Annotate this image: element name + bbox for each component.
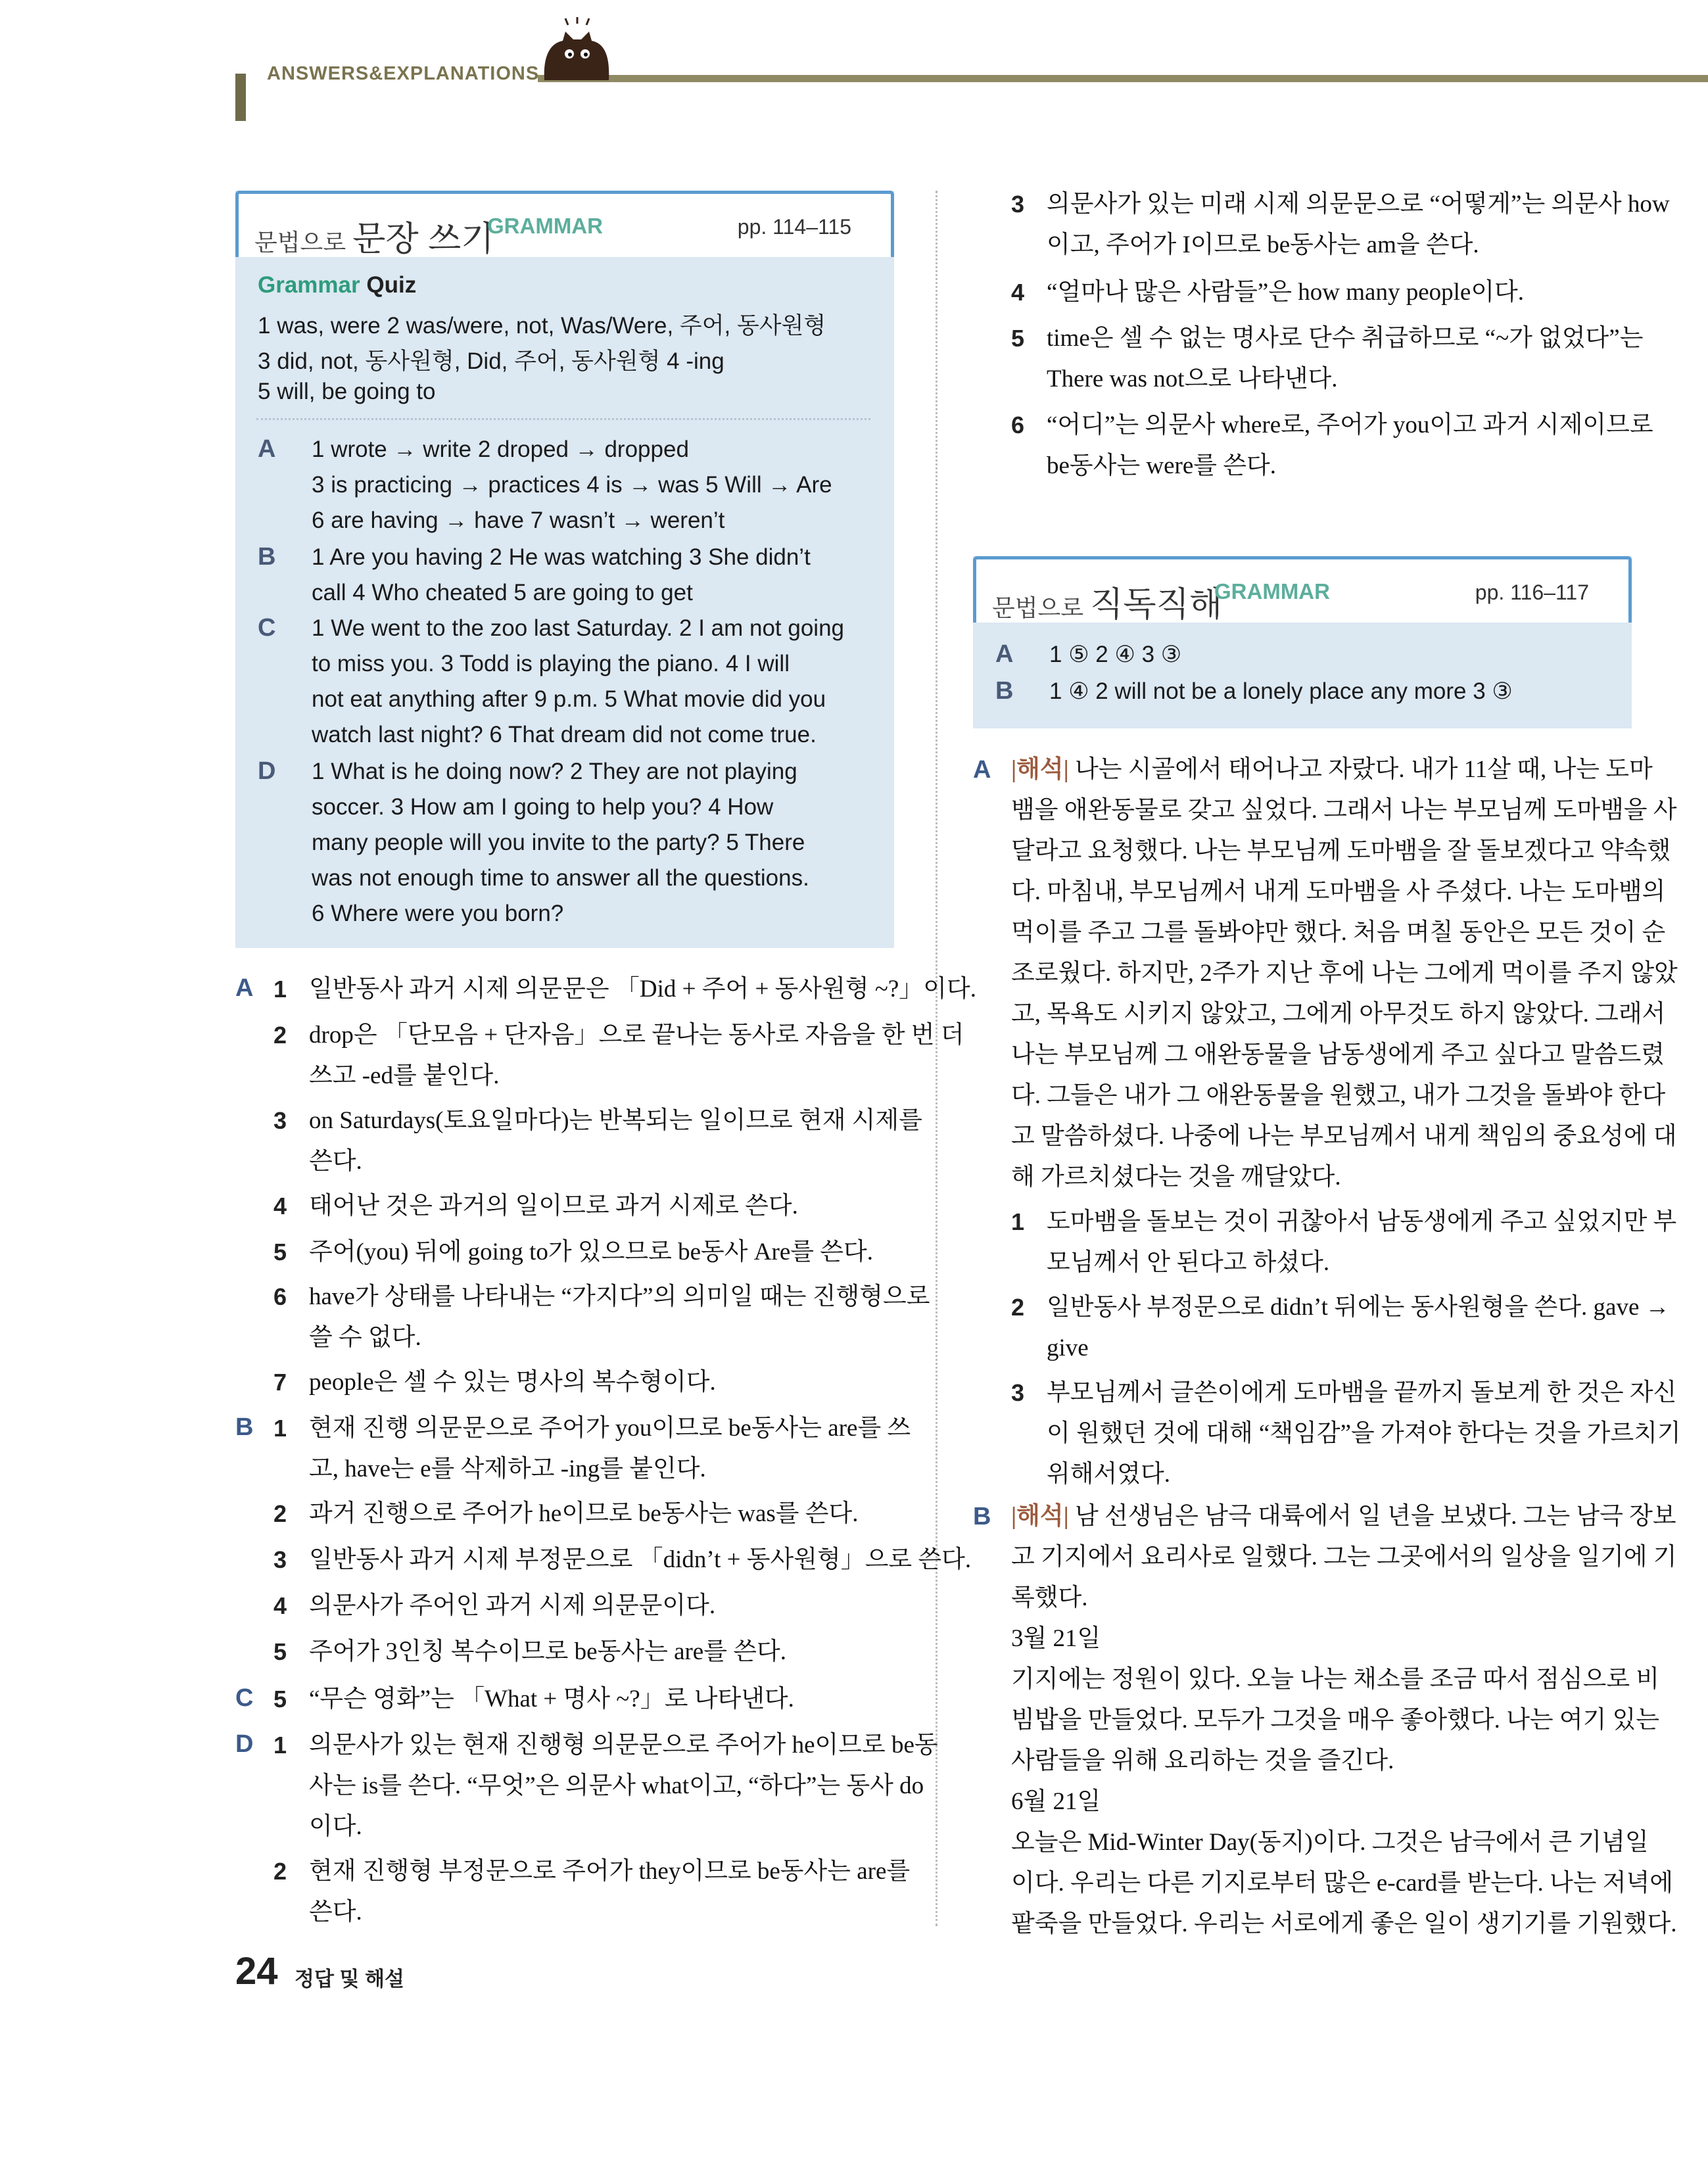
section-label-a: A [258,435,276,463]
reading-line: 조로웠다. 하지만, 2주가 지난 후에 나는 그에게 먹이를 주지 않았 [1011,960,1678,987]
column-divider [936,191,937,1926]
expl-line: 쓸 수 없다. [309,1324,421,1351]
quiz-line: 5 will, be going to [258,379,436,404]
expl-line: 일반동사 부정문으로 didn’t 뒤에는 동사원형을 쓴다. gave → [1047,1294,1670,1321]
expl-line: 일반동사 과거 시제 부정문으로 「didn’t + 동사원형」으로 쓴다. [309,1546,972,1573]
reading-line: 팥죽을 만들었다. 우리는 서로에게 좋은 일이 생기기를 기원했다. [1011,1910,1677,1937]
expl-line: 이고, 주어가 I이므로 be동사는 am을 쓴다. [1047,231,1479,258]
reading-box-header [973,556,1632,623]
expl-num: 7 [273,1369,287,1396]
expl-line: time은 셀 수 없는 명사로 단수 취급하므로 “~가 없었다”는 [1047,325,1644,352]
expl-line: 일반동사 과거 시제 의문문은 「Did + 주어 + 동사원형 ~?」이다. [309,976,977,1003]
reading-answer-line: 1 ⑤ 2 ④ 3 ③ [1049,642,1182,667]
expl-line: 현재 진행 의문문으로 주어가 you이므로 be동사는 are를 쓰 [309,1415,911,1442]
expl-num: 4 [273,1193,287,1219]
expl-label: B [235,1413,254,1441]
answer-line: to miss you. 3 Todd is playing the piano. 4 I will [312,651,790,676]
expl-num: 5 [273,1239,287,1265]
expl-num: 2 [273,1022,287,1049]
expl-num: 6 [1011,412,1025,438]
expl-num: 4 [1011,279,1025,306]
expl-num: 1 [273,1415,287,1442]
reading-answer-line: 1 ④ 2 will not be a lonely place any more 3 ③ [1049,678,1513,704]
answer-line: watch last night? 6 That dream did not come true. [312,722,817,747]
reading-line: 고 기지에서 요리사로 일했다. 그는 그곳에서의 일상을 일기에 기 [1011,1544,1677,1571]
answer-line: not eat anything after 9 p.m. 5 What movie did you [312,686,826,712]
grammar-box-title-small: 문법으로 [254,229,346,256]
expl-line: 도마뱀을 돌보는 것이 귀찮아서 남동생에게 주고 싶었지만 부 [1047,1208,1677,1235]
answer-line: call 4 Who cheated 5 are going to get [312,580,693,605]
reading-line: 나는 부모님께 그 애완동물을 남동생에게 주고 싶다고 말씀드렸 [1011,1041,1665,1068]
reading-line: 빔밥을 만들었다. 모두가 그것을 매우 좋아했다. 나는 여기 있는 [1011,1707,1660,1734]
reading-box-title-small: 문법으로 [992,594,1084,621]
expl-line: 주어가 3인칭 복수이므로 be동사는 are를 쓴다. [309,1638,786,1665]
expl-line: 현재 진행형 부정문으로 주어가 they이므로 be동사는 are를 [309,1858,911,1885]
expl-num: 1 [273,976,287,1003]
expl-line: “얼마나 많은 사람들”은 how many people이다. [1047,279,1525,306]
expl-line: “어디”는 의문사 where로, 주어가 you이고 과거 시제이므로 [1047,412,1653,438]
header-accent-bar [235,74,246,121]
reading-line: 다. 그들은 내가 그 애완동물을 원했고, 내가 그것을 돌봐야 한다 [1011,1082,1666,1109]
expl-line: 쓴다. [309,1148,362,1175]
expl-num: 3 [1011,191,1025,218]
expl-num: 3 [1011,1379,1025,1406]
expl-num: 1 [1011,1208,1025,1235]
expl-line: give [1047,1335,1089,1361]
expl-line: 위해서였다. [1047,1461,1170,1488]
reading-line: 고, 목욕도 시키지 않았고, 그에게 아무것도 하지 않았다. 그래서 [1011,1001,1666,1028]
answer-line: 6 are having → have 7 wasn’t → weren’t [312,508,725,533]
reading-line: 오늘은 Mid-Winter Day(동지)이다. 그것은 남극에서 큰 기념일 [1011,1829,1649,1856]
reading-a-first-line: |해석| 나는 시골에서 태어나고 자랐다. 내가 11살 때, 나는 도마 [1011,756,1653,783]
expl-num: 1 [273,1732,287,1759]
reading-box-pages: pp. 116–117 [1475,580,1589,604]
expl-line: drop은 「단모음 + 단자음」으로 끝나는 동사로 자음을 한 번 더 [309,1022,964,1049]
expl-num: 2 [273,1500,287,1527]
expl-label: D [235,1730,254,1758]
expl-line: There was not으로 나타낸다. [1047,366,1338,392]
expl-line: 쓰고 -ed를 붙인다. [309,1062,500,1089]
reading-b-label: B [973,1503,991,1530]
expl-line: 사는 is를 쓴다. “무엇”은 의문사 what이고, “하다”는 동사 do [309,1772,924,1799]
reading-line: 먹이를 주고 그를 돌봐야만 했다. 처음 며칠 동안은 모든 것이 순 [1011,919,1666,946]
answer-line: 1 wrote → write 2 droped → dropped [312,437,689,462]
reading-line: 뱀을 애완동물로 갖고 싶었다. 그래서 나는 부모님께 도마뱀을 사 [1011,797,1677,824]
diary-date: 3월 21일 [1011,1625,1101,1652]
answer-line: 6 Where were you born? [312,901,564,926]
grammar-box-header [235,191,894,257]
expl-num: 2 [1011,1294,1025,1321]
quiz-line: 1 was, were 2 was/were, not, Was/Were, 주어, 동사원형 [258,313,826,339]
header-rule [538,75,1708,82]
section-label-b: B [258,543,276,571]
reading-line: 다. 마침내, 부모님께서 내게 도마뱀을 사 주셨다. 나는 도마뱀의 [1011,878,1666,905]
answer-line: 1 What is he doing now? 2 They are not playing [312,759,797,784]
expl-num: 4 [273,1592,287,1619]
grammar-box-title-big: 문장 쓰기 [352,220,494,258]
page-label: 정답 및 해설 [295,1968,404,1991]
expl-label: A [235,974,254,1002]
expl-line: have가 상태를 나타내는 “가지다”의 의미일 때는 진행형으로 [309,1283,930,1310]
expl-line: 부모님께서 글쓴이에게 도마뱀을 끝까지 돌보게 한 것은 자신 [1047,1379,1677,1406]
expl-num: 2 [273,1858,287,1885]
answer-line: many people will you invite to the party? 5 There [312,830,805,855]
expl-line: 주어(you) 뒤에 going to가 있으므로 be동사 Are를 쓴다. [309,1239,873,1265]
expl-num: 5 [273,1686,287,1713]
reading-box-title-big: 직독직해 [1090,586,1223,624]
expl-num: 6 [273,1283,287,1310]
quiz-separator [256,418,870,420]
reading-b-first-line: |해석| 남 선생님은 남극 대륙에서 일 년을 보냈다. 그는 남극 장보 [1011,1503,1676,1530]
reading-a-label: A [973,756,991,784]
quiz-title: Grammar Quiz [258,272,417,298]
cat-mascot-icon [536,17,615,80]
expl-line: 의문사가 주어인 과거 시제 의문문이다. [309,1592,716,1619]
expl-line: 모님께서 안 된다고 하셨다. [1047,1249,1330,1276]
expl-num: 3 [273,1107,287,1134]
reading-line: 록했다. [1011,1584,1088,1611]
answer-line: soccer. 3 How am I going to help you? 4 How [312,794,774,820]
expl-line: people은 셀 수 있는 명사의 복수형이다. [309,1369,716,1396]
reading-line: 해 가르치셨다는 것을 깨달았다. [1011,1164,1341,1191]
expl-num: 5 [1011,325,1025,352]
answer-line: 3 is practicing → practices 4 is → was 5 Will → Are [312,472,832,498]
reading-line: 사람들을 위해 요리하는 것을 즐긴다. [1011,1747,1394,1774]
expl-line: 이 원했던 것에 대해 “책임감”을 가져야 한다는 것을 가르치기 [1047,1420,1681,1447]
expl-num: 5 [273,1638,287,1665]
reading-line: 이다. 우리는 다른 기지로부터 많은 e-card를 받는다. 나는 저녁에 [1011,1870,1673,1897]
expl-line: 쓴다. [309,1899,362,1926]
answer-line: was not enough time to answer all the questions. [312,865,809,891]
expl-line: 태어난 것은 과거의 일이므로 과거 시제로 쓴다. [309,1193,798,1219]
quiz-line: 3 did, not, 동사원형, Did, 주어, 동사원형 4 -ing [258,348,724,374]
expl-label: C [235,1684,254,1712]
grammar-box-pages: pp. 114–115 [737,215,851,239]
header-title: ANSWERS&EXPLANATIONS [267,63,540,84]
section-label-c: C [258,614,276,642]
answer-line: 1 Are you having 2 He was watching 3 She didn’t [312,544,811,570]
expl-line: 고, have는 e를 삭제하고 -ing를 붙인다. [309,1455,706,1482]
expl-line: on Saturdays(토요일마다)는 반복되는 일이므로 현재 시제를 [309,1107,922,1134]
reading-line: 기지에는 정원이 있다. 오늘 나는 채소를 조금 따서 점심으로 비 [1011,1666,1660,1693]
reading-box-tag: GRAMMAR [1214,579,1330,603]
section-label-d: D [258,757,276,785]
diary-date: 6월 21일 [1011,1788,1101,1815]
expl-line: 과거 진행으로 주어가 he이므로 be동사는 was를 쓴다. [309,1500,859,1527]
reading-line: 고 말씀하셨다. 나중에 나는 부모님께서 내게 책임의 중요성에 대 [1011,1123,1677,1150]
answer-line: 1 We went to the zoo last Saturday. 2 I am not going [312,615,845,641]
expl-line: 의문사가 있는 미래 시제 의문문으로 “어떻게”는 의문사 how [1047,191,1670,218]
reading-line: 달라고 요청했다. 나는 부모님께 도마뱀을 잘 돌보겠다고 약속했 [1011,838,1671,864]
expl-line: 이다. [309,1813,362,1840]
reading-label-a: A [995,640,1014,668]
reading-label-b: B [995,677,1014,705]
translation-tag: |해석| [1011,1503,1069,1530]
translation-tag: |해석| [1011,756,1069,783]
expl-line: be동사는 were를 쓴다. [1047,452,1277,479]
page-number: 24 [235,1950,278,1993]
grammar-box-tag: GRAMMAR [487,214,603,238]
expl-num: 3 [273,1546,287,1573]
expl-line: “무슨 영화”는 「What + 명사 ~?」로 나타낸다. [309,1686,794,1713]
expl-line: 의문사가 있는 현재 진행형 의문문으로 주어가 he이므로 be동 [309,1732,938,1759]
